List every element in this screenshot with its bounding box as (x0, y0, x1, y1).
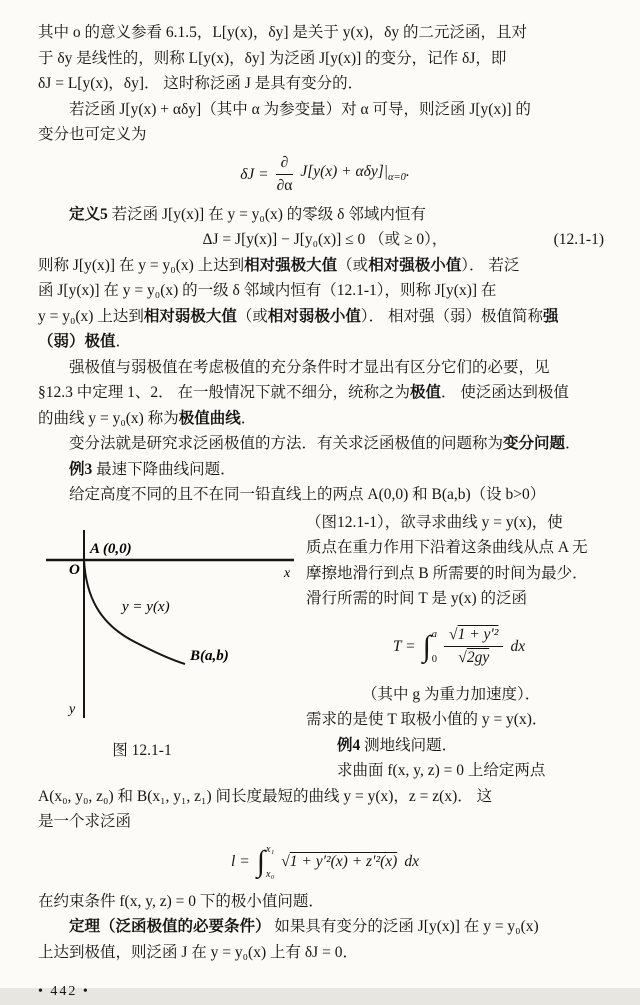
radicand: 1 + y′² (457, 626, 499, 643)
integral-limits (431, 627, 437, 667)
text-line: 上达到极值，则泛函 J 在 y = y₀(x) 上有 δJ = 0． (38, 943, 358, 961)
fraction (444, 625, 503, 668)
formula-arc-length (38, 839, 612, 885)
text-line: （弱）极值． (38, 333, 132, 350)
y-axis-label: y (69, 701, 76, 717)
radicand: 1 + y′²(x) + z′²(x) (289, 852, 398, 870)
origin-label: O (69, 561, 80, 578)
text-line: 在约束条件 f(x, y, z) = 0 下的极小值问题． (38, 892, 324, 910)
figure-12-1-1 (38, 510, 306, 784)
brachistochrone-figure (38, 510, 306, 728)
text-line: 变分也可定义为 (38, 126, 147, 143)
point-b-label: B(a,b) (190, 647, 229, 664)
two-column-block (38, 510, 612, 784)
integral-sign: ∫ (422, 629, 431, 663)
text-line: A(x₀, y₀, z₀) 和 B(x₁, y₁, z₁) 间长度最短的曲线 y = y(x)，z = z(x)． 这 (38, 787, 493, 805)
integral (423, 627, 437, 667)
point-a-label: A (0,0) (90, 540, 132, 557)
radical-sign: √ (449, 626, 458, 643)
formula-differential: dx (510, 637, 526, 655)
x-axis-label: x (284, 565, 291, 581)
formula-differential: dx (404, 852, 419, 870)
text-line: 求曲面 f(x, y, z) = 0 上给定两点 (337, 762, 546, 779)
radical (281, 849, 397, 875)
text-line: 质点在重力作用下沿着这条曲线从点 A 无 (306, 539, 588, 556)
text-line: （其中 g 为重力加速度）． (362, 685, 541, 703)
formula-period: . (405, 162, 410, 180)
integral-limits (265, 842, 274, 882)
lower-limit: x₀ (265, 868, 275, 880)
formula-body-text: J[y(x) + αδy]| (300, 162, 389, 180)
text-line: 若泛函 J[y(x) + αδy]（其中 α 为参变量）对 α 可导，则泛函 J[y(x)] 的 (69, 100, 531, 118)
lower-limit: 0 (431, 653, 438, 665)
radicand: 2gy (466, 649, 490, 666)
text-line: 则称 J[y(x)] 在 y = y₀(x) 上达到相对强极大值（或相对强极小值）． 若泛 (38, 256, 520, 274)
radical-sign: √ (458, 649, 467, 666)
fraction-numerator: ∂ (276, 153, 294, 175)
text-line: 需求的是使 T 取极小值的 y = y(x)． (306, 711, 548, 728)
page-number: • 442 • (38, 984, 90, 999)
formula-travel-time (306, 616, 612, 678)
text-line: δJ = L[y(x)，δy]． 这时称泛函 J 是具有变分的． (38, 75, 364, 92)
fraction-denominator: ∂α (276, 177, 293, 194)
example-4-heading: 例4 测地线问题． (337, 736, 458, 754)
integral-sign: ∫ (256, 844, 265, 878)
text-line: 其中 o 的意义参看 6.1.5，L[y(x)，δy] 是关于 y(x)，δy 的二元泛函，且对 (38, 24, 528, 41)
upper-limit: a (431, 628, 438, 640)
text-line: 滑行所需的时间 T 是 y(x) 的泛函 (306, 590, 528, 607)
text-line: 函 J[y(x)] 在 y = y₀(x) 的一级 δ 邻域内恒有（12.1-1），则称 J[y(x)] 在 (38, 282, 497, 299)
integral (257, 842, 275, 882)
text-line: 于 δy 是线性的，则称 L[y(x)，δy] 为泛函 J[y(x)] 的变分，记作 δJ，即 (38, 49, 507, 67)
radical-sign: √ (281, 852, 290, 870)
equation-12-1-1 (38, 227, 612, 253)
theorem-line: 定理（泛函极值的必要条件） 如果具有变分的泛函 J[y(x)] 在 y = y₀(x) (69, 918, 539, 935)
formula-lhs: T = (392, 637, 416, 655)
text-line: 摩擦地滑行到点 B 所需要的时间为最少． (306, 564, 588, 582)
formula-body (300, 159, 409, 191)
text-line: 强极值与弱极值在考虑极值的充分条件时才显出有区分它们的必要，见 (69, 358, 550, 376)
text-line: 的曲线 y = y₀(x) 称为极值曲线． (38, 409, 257, 427)
text-line: §12.3 中定理 1、2． 在一般情况下就不细分，统称之为极值． 使泛函达到极值 (38, 384, 569, 401)
text-line: 变分法就是研究求泛函极值的方法．有关求泛函极值的问题称为变分问题． (69, 435, 581, 452)
right-text-column (306, 510, 612, 784)
formula-lhs: δJ = (240, 165, 269, 183)
fraction-numerator (444, 625, 503, 647)
text-line: 给定高度不同的且不在同一铅直线上的两点 A(0,0) 和 B(a,b)（设 b>0） (69, 486, 546, 503)
equation-text: ΔJ = J[y(x)] − J[y₀(x)] ≤ 0 （或 ≥ 0）， (202, 231, 448, 248)
formula-variation-definition (38, 152, 612, 198)
text-line: （图12.1-1），欲寻求曲线 y = y(x)，使 (306, 513, 563, 531)
example-3-heading: 例3 最速下降曲线问题． (69, 460, 236, 478)
text-line: y = y₀(x) 上达到相对弱极大值（或相对弱极小值）． 相对强（弱）极值简称强 (38, 307, 559, 325)
text-line: 是一个求泛函 (38, 813, 132, 830)
formula-lhs: l = (231, 852, 250, 870)
upper-limit: x₁ (265, 843, 275, 855)
fraction (276, 153, 294, 196)
equation-number: (12.1-1) (553, 231, 604, 248)
figure-caption: 图 12.1-1 (112, 742, 172, 759)
fraction-denominator (444, 647, 503, 668)
curve-equation-label: y = y(x) (122, 598, 170, 615)
definition-5-line: 定义5 若泛函 J[y(x)] 在 y = y₀(x) 的零级 δ 邻域内恒有 (69, 205, 426, 223)
formula-subscript: α=0 (388, 171, 406, 183)
